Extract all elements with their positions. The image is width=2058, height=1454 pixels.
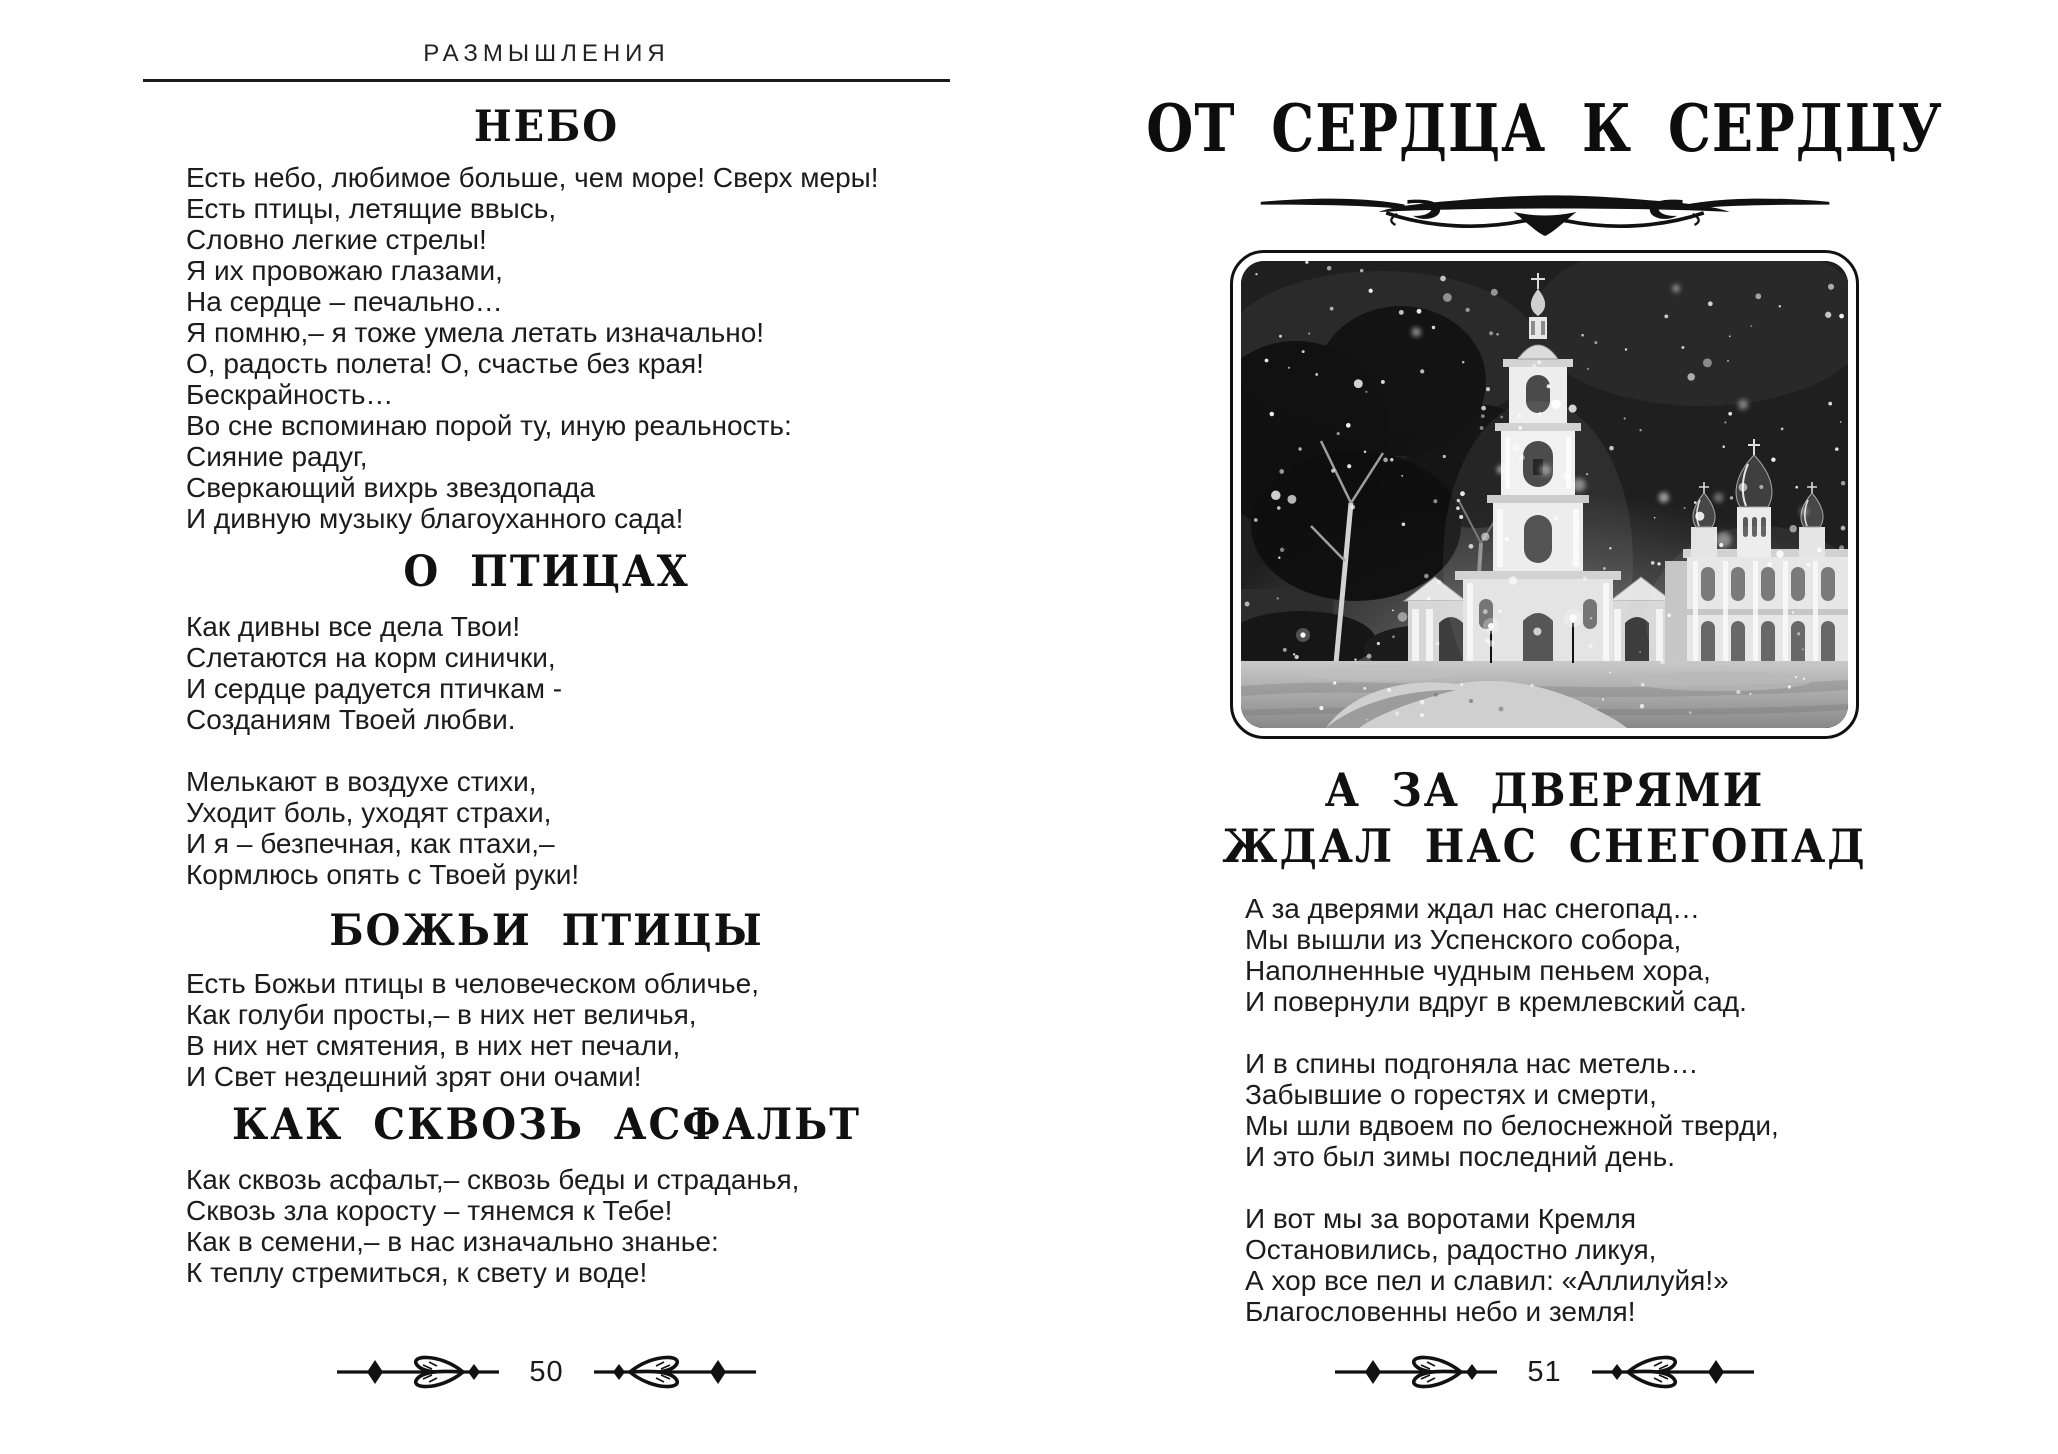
page-number-right: 51 [1527, 1355, 1562, 1388]
poem-line: И это был зимы последний день. [1245, 1141, 1675, 1172]
poem-line: И дивную музыку благоуханного сада! [186, 503, 684, 534]
footer-ornament-left-icon [1331, 1350, 1501, 1394]
header-rule [143, 79, 950, 82]
title-flourish-icon [1245, 188, 1845, 236]
poem-line: Остановились, радостно ликуя, [1245, 1234, 1657, 1265]
poem-line: Во сне вспоминаю порой ту, иную реальность: [186, 410, 792, 441]
poem-line: Я помню,– я тоже умела летать изначально! [186, 317, 765, 348]
poem-kak-skvoz-asfalt [143, 1100, 950, 1288]
poem-line: И повернули вдруг в кремлевский сад. [1245, 986, 1747, 1017]
poem-line: На сердце – печально… [186, 286, 503, 317]
page-footer-right [1135, 1350, 1954, 1394]
poem-nebo [143, 102, 950, 534]
poem-line: В них нет смятения, в них нет печали, [186, 1030, 681, 1061]
poem-line: А хор все пел и славил: «Аллилуйя!» [1245, 1265, 1729, 1296]
poem-line: Как в семени,– в нас изначально знанье: [186, 1226, 719, 1257]
footer-ornament-left-icon [333, 1350, 503, 1394]
poem-title: КАК СКВОЗЬ АСФАЛЬТ [231, 1099, 862, 1150]
poem-line: Кормлюсь опять с Твоей руки! [186, 859, 580, 890]
poem-a-za-dveryami [1135, 763, 1954, 1327]
page-header [143, 40, 950, 82]
poem-line: И вот мы за воротами Кремля [1245, 1203, 1636, 1234]
running-head: РАЗМЫШЛЕНИЯ [423, 40, 670, 67]
page-number-left: 50 [529, 1355, 564, 1388]
poem-line: И я – безпечная, как птахи,– [186, 828, 555, 859]
poem-bozhi-ptitsy [143, 906, 950, 1092]
poem-line: И в спины подгоняла нас метель… [1245, 1048, 1699, 1079]
stanza [1135, 1048, 1954, 1172]
poem-line: Благословенны небо и земля! [1245, 1296, 1636, 1327]
stanza [1135, 1203, 1954, 1327]
stanza [1135, 893, 1954, 1017]
poem-line: Мелькают в воздухе стихи, [186, 766, 537, 797]
poem-line: А за дверями ждал нас снегопад… [1245, 893, 1701, 924]
poem-title: А ЗА ДВЕРЯМИ ЖДАЛ НАС СНЕГОПАД [1222, 763, 1867, 873]
poem-line: Сверкающий вихрь звездопада [186, 472, 596, 503]
poem-line: Бескрайность… [186, 379, 394, 410]
footer-ornament-right-icon [590, 1350, 760, 1394]
poem-line: Уходит боль, уходят страхи, [186, 797, 552, 828]
poem-line: Сияние радуг, [186, 441, 368, 472]
poem-line: О, радость полета! О, счастье без края! [186, 348, 704, 379]
poem-line: Мы шли вдвоем по белоснежной тверди, [1245, 1110, 1779, 1141]
poem-line: Сквозь зла коросту – тянемся к Тебе! [186, 1195, 673, 1226]
poem-o-ptitsah [143, 547, 950, 890]
poem-line: Есть птицы, летящие ввысь, [186, 193, 557, 224]
poem-line: И сердце радуется птичкам - [186, 673, 563, 704]
poem-line: Слетаются на корм синички, [186, 642, 556, 673]
poem-line: Есть небо, любимое больше, чем море! Сверх меры! [186, 162, 879, 193]
poem-line: Наполненные чудным пеньем хора, [1245, 955, 1711, 986]
poem-line: К теплу стремиться, к свету и воде! [186, 1257, 648, 1288]
poem-line: Как дивны все дела Твои! [186, 611, 521, 642]
poem-line: Как сквозь асфальт,– сквозь беды и страданья, [186, 1164, 800, 1195]
poem-line: Словно легкие стрелы! [186, 224, 487, 255]
page-footer-left [143, 1350, 950, 1394]
stanza [143, 1164, 950, 1288]
stanza [143, 162, 950, 534]
photo-frame [1230, 250, 1859, 739]
night-church-in-snowfall-photo [1241, 261, 1848, 728]
stanza [143, 611, 950, 735]
poem-title: БОЖЬИ ПТИЦЫ [329, 905, 764, 956]
page-right [1029, 0, 2058, 1454]
poem-title: О ПТИЦАХ [403, 546, 690, 597]
poem-line: Я их провожаю глазами, [186, 255, 503, 286]
section-title: ОТ СЕРДЦА К СЕРДЦУ [1146, 88, 1943, 168]
poem-line: Созданиям Твоей любви. [186, 704, 516, 735]
poem-line: И Свет нездешний зрят они очами! [186, 1061, 642, 1092]
poem-line: Как голуби просты,– в них нет величья, [186, 999, 697, 1030]
stanza [143, 968, 950, 1092]
poem-title: НЕБО [473, 101, 620, 152]
poem-line: Забывшие о горестях и смерти, [1245, 1079, 1657, 1110]
stanza [143, 766, 950, 890]
footer-ornament-right-icon [1588, 1350, 1758, 1394]
poem-line: Мы вышли из Успенского собора, [1245, 924, 1682, 955]
poem-line: Есть Божьи птицы в человеческом обличье, [186, 968, 759, 999]
